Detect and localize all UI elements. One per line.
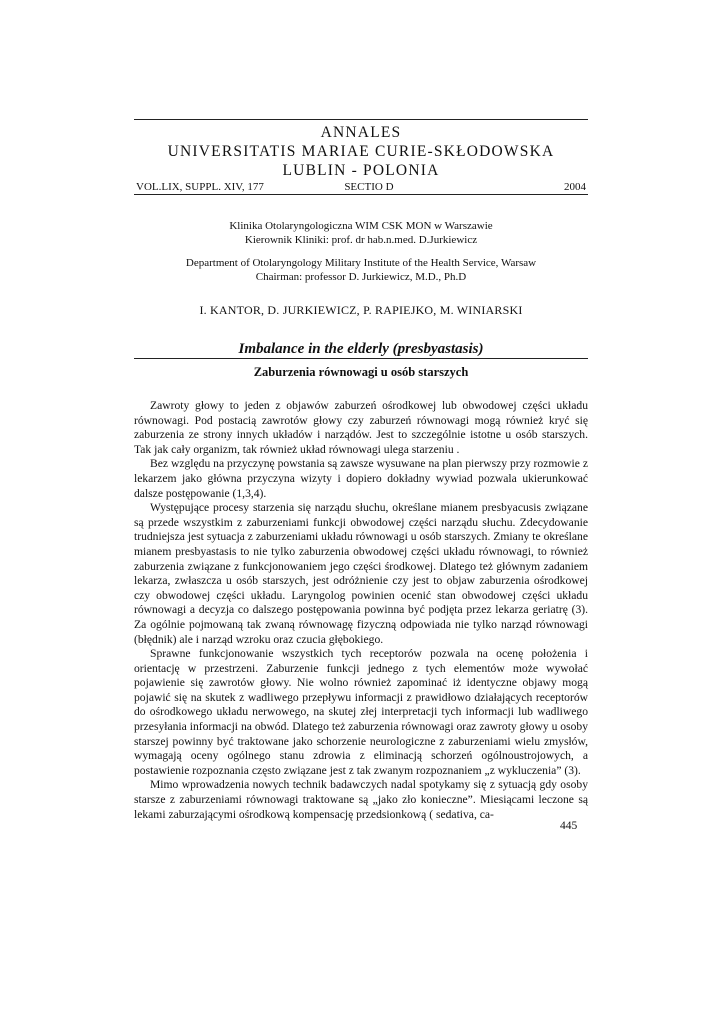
top-rule — [134, 119, 588, 120]
volume-info: VOL.LIX, SUPPL. XIV, 177 — [136, 181, 264, 193]
affiliation-en-line2: Chairman: professor D. Jurkiewicz, M.D., Ph.D — [255, 270, 467, 283]
journal-header — [134, 123, 588, 180]
article-subtitle: Zaburzenia równowagi u osób starszych — [253, 365, 469, 379]
affiliation-english — [134, 257, 588, 284]
paragraph: Sprawne funkcjonowanie wszystkich tych receptorów pozwala na ocenę położenia i orientację w przestrzeni. Zaburzenie funkcji jednego z tych elementów może wywołać pojawienie się zawrotów głowy. Nie wolno również zapominać iż identyczne objawy mogą pojawić się na skutek z wadliwego przepływu informacji z prawidłowo działających receptorów do ośrodkowego układu nerwowego, na skutej złej interpretacji tych informacji lub wadliwego przesyłania informacji na obwód. Dlatego też zaburzenia równowagi oraz zawroty głowy u osoby starszej powinny być traktowane jako schorzenie neurologiczne z zaburzeniami wielu zmysłów, wymagają oceny ogólnego stanu zdrowia z eliminacją schorzeń ogólnoustrojowych, a postawienie rozpoznania często związane jest z tak zwanym rozpoznaniem „z wykluczenia” (3). — [134, 647, 588, 777]
page-number: 445 — [560, 820, 578, 832]
affiliation-polish — [134, 220, 588, 247]
year-info: 2004 — [563, 181, 586, 193]
volume-line — [134, 181, 588, 194]
journal-name-line1: ANNALES — [320, 124, 402, 141]
paragraph: Występujące procesy starzenia się narządu słuchu, określane mianem presbyacusis związane są przede wszystkim z zaburzeniami funkcji obwodowej części narządu słuchu. Zdecydowanie trudniejsza jest sytuacja z zaburzeniami układu równowagi u osób starszych. Zmiany te określane mianem presbyastasis to nie tylko zaburzenia obwodowej części układu równowagi, to również zaburzenia związane z funkcjonowaniem jego części środkowej. Dlatego też głównym zadaniem lekarza, zwłaszcza u osób starszych, jest odróżnienie czy jest to objaw zaburzenia ośrodkowej czy obwodowej części układu. Laryngolog powinien ocenić stan obwodowej części układu równowagi a decyzja co dalszego postępowania powinna być podjęta przez lekarza geriatrę (3). Za ogólnie pojmowaną tak zwaną równowagę fizyczną odpowiada nie tylko narząd równowagi (błędnik) ale i narząd wzroku oraz czucia głębokiego. — [134, 501, 588, 646]
section-info: SECTIO D — [344, 181, 394, 193]
header-bottom-rule — [134, 194, 588, 195]
affiliation-pl-line1: Klinika Otolaryngologiczna WIM CSK MON w Warszawie — [229, 220, 493, 232]
journal-name-line3: LUBLIN - POLONIA — [282, 162, 440, 179]
paragraph: Mimo wprowadzenia nowych technik badawczych nadal spotykamy się z sytuacją gdy osoby starsze z zaburzeniami równowagi traktowane są „jako zło konieczne”. Miesiącami leczone są lekami zaburzającymi ośrodkową kompensację przedsionkową ( sedativa, ca- — [134, 778, 588, 821]
journal-name-line2: UNIVERSITATIS MARIAE CURIE-SKŁODOWSKA — [167, 143, 555, 160]
paragraph: Bez względu na przyczynę powstania są zawsze wysuwane na plan pierwszy przy rozmowie z lekarzem jako główna przyczyna wizyty i dopiero dokładny wywiad pozwala ukierunkować dalsze postępowanie (1,3,4). — [134, 457, 588, 500]
authors: I. KANTOR, D. JURKIEWICZ, P. RAPIEJKO, M. WINIARSKI — [199, 303, 523, 317]
affiliation-pl-line2: Kierownik Kliniki: prof. dr hab.n.med. D.Jurkiewicz — [244, 233, 478, 246]
paragraph: Zawroty głowy to jeden z objawów zaburzeń ośrodkowej lub obwodowej części układu równowagi. Pod postacią zawrotów głowy czy zaburzeń równowagi mogą również kryć się zaburzenia ze strony innych układów i narządów. Jest to szczególnie istotne u osób starszych. Tak jak cały organizm, tak również układ równowagi ulega starzeniu . — [134, 399, 588, 456]
page-content — [134, 119, 588, 822]
article-body — [134, 399, 588, 822]
affiliation-en-line1: Department of Otolaryngology Military Institute of the Health Service, Warsaw — [185, 257, 537, 269]
title-rule — [134, 358, 588, 359]
article-title: Imbalance in the elderly (presbyastasis) — [238, 341, 484, 357]
